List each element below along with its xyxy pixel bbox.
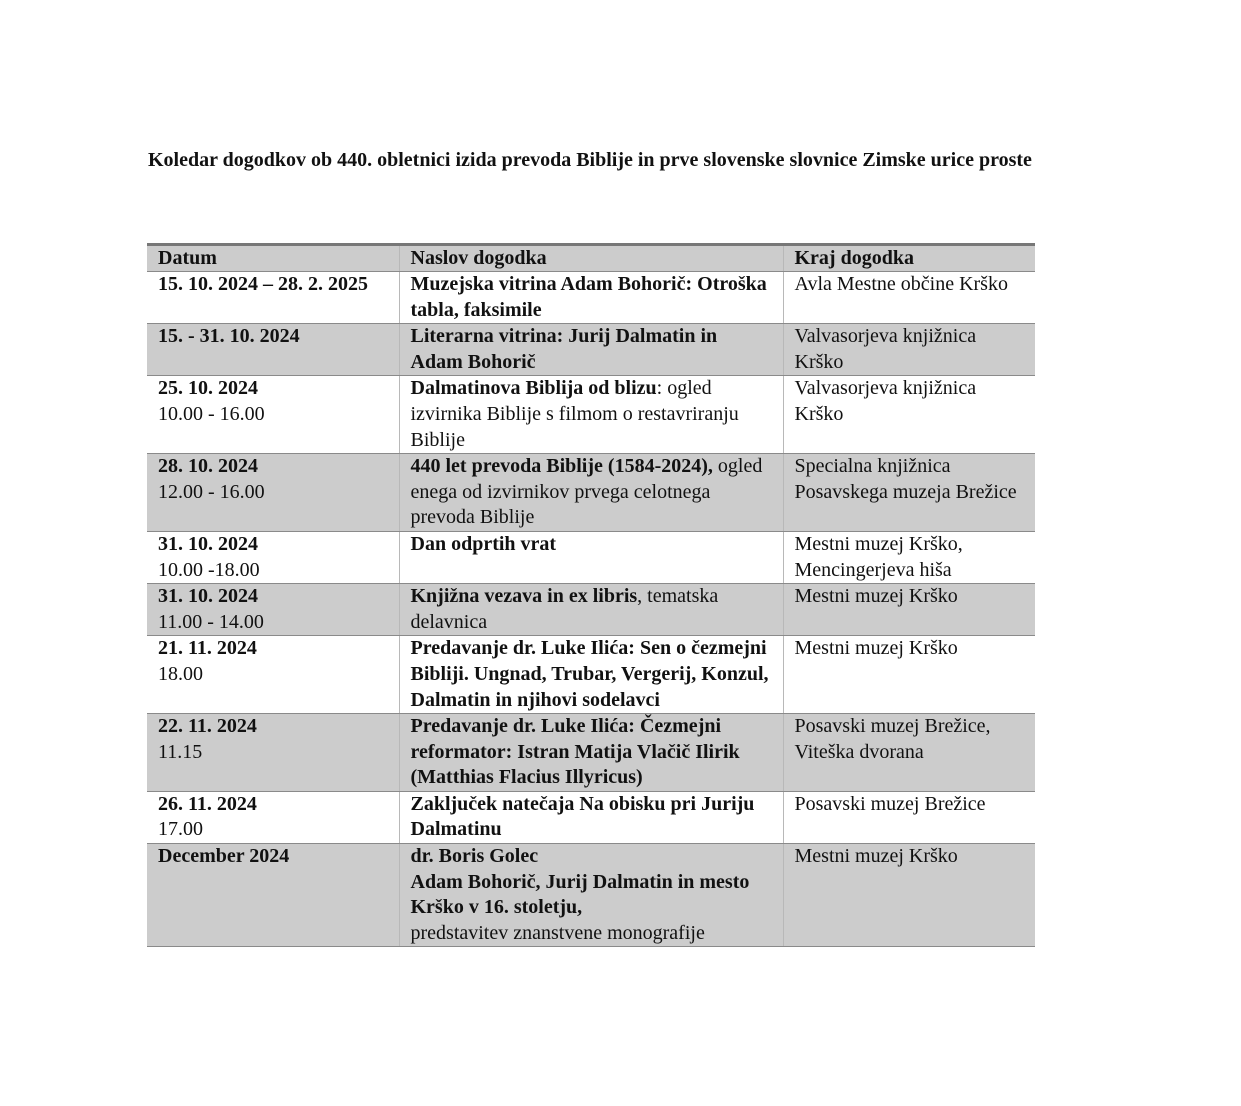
table-row	[147, 584, 1035, 636]
event-title-cell	[399, 324, 783, 376]
event-location: Specialna knjižnica Posavskega muzeja Brežice	[783, 454, 1035, 532]
event-location: Posavski muzej Brežice	[783, 791, 1035, 843]
table-row	[147, 714, 1035, 792]
event-title: Dalmatinova Biblija od blizu	[410, 377, 657, 400]
event-time: 17.00	[158, 818, 203, 841]
event-title-cell	[399, 531, 783, 583]
event-location: Valvasorjeva knjižnica Krško	[783, 324, 1035, 376]
event-title: Predavanje dr. Luke Ilića: Čezmejni reformator: Istran Matija Vlačič Ilirik (Matthias Flacius Illyricus)	[410, 715, 740, 789]
event-title: dr. Boris Golec Adam Bohorič, Jurij Dalmatin in mesto Krško v 16. stoletju,	[410, 845, 750, 919]
events-table	[147, 243, 1035, 947]
event-title-cell	[399, 376, 783, 454]
event-date-cell	[147, 376, 399, 454]
event-description: predstavitev znanstvene monografije	[410, 921, 705, 944]
event-title: Muzejska vitrina Adam Bohorič: Otroška tabla, faksimile	[410, 273, 767, 321]
table-row	[147, 272, 1035, 324]
event-title: Dan odprtih vrat	[410, 532, 557, 555]
event-date: 21. 11. 2024	[158, 637, 257, 660]
event-date-cell	[147, 584, 399, 636]
event-date: 25. 10. 2024	[158, 377, 258, 400]
document-title: Koledar dogodkov ob 440. obletnici izida prevoda Biblije in prve slovenske slovnice Zimske urice proste	[148, 149, 1032, 171]
event-time: 11.15	[158, 740, 203, 763]
event-title-cell	[399, 791, 783, 843]
table-row	[147, 791, 1035, 843]
event-time: 11.00 - 14.00	[158, 610, 264, 633]
table-row	[147, 324, 1035, 376]
event-location: Mestni muzej Krško	[783, 636, 1035, 714]
event-title-cell	[399, 714, 783, 792]
event-title-cell	[399, 584, 783, 636]
event-date: December 2024	[158, 845, 290, 868]
table-row	[147, 454, 1035, 532]
event-date: 26. 11. 2024	[158, 792, 257, 815]
event-description: , tematska delavnica	[410, 585, 719, 633]
table-row	[147, 636, 1035, 714]
event-title: Predavanje dr. Luke Ilića: Sen o čezmejni Bibliji. Ungnad, Trubar, Vergerij, Konzul, Dalmatin in njihovi sodelavci	[410, 637, 769, 711]
event-title: Literarna vitrina: Jurij Dalmatin in Adam Bohorič	[410, 325, 718, 373]
event-date: 15. 10. 2024 – 28. 2. 2025	[158, 273, 368, 295]
event-time: 10.00 - 16.00	[158, 402, 265, 425]
header-date: Datum	[147, 245, 399, 272]
header-event-title: Naslov dogodka	[399, 245, 783, 272]
event-location: Mestni muzej Krško	[783, 584, 1035, 636]
event-title-cell	[399, 636, 783, 714]
event-location: Posavski muzej Brežice, Viteška dvorana	[783, 714, 1035, 792]
event-date-cell	[147, 272, 399, 324]
event-date-cell	[147, 324, 399, 376]
event-title-cell	[399, 272, 783, 324]
table-header-row	[147, 245, 1035, 272]
event-date-cell	[147, 714, 399, 792]
event-date: 31. 10. 2024	[158, 532, 258, 555]
event-description: : ogled izvirnika Biblije s filmom o restavriranju Biblije	[410, 377, 739, 451]
event-date: 22. 11. 2024	[158, 715, 257, 738]
table-row	[147, 844, 1035, 947]
event-location: Mestni muzej Krško, Mencingerjeva hiša	[783, 531, 1035, 583]
event-date: 31. 10. 2024	[158, 585, 258, 608]
table-row	[147, 376, 1035, 454]
event-title-cell	[399, 844, 783, 947]
event-date: 28. 10. 2024	[158, 455, 258, 478]
event-date-cell	[147, 636, 399, 714]
event-title-cell	[399, 454, 783, 532]
event-date-cell	[147, 791, 399, 843]
header-location: Kraj dogodka	[783, 245, 1035, 272]
event-location: Avla Mestne občine Krško	[783, 272, 1035, 324]
event-date-cell	[147, 844, 399, 947]
event-time: 12.00 - 16.00	[158, 480, 265, 503]
event-time: 18.00	[158, 662, 203, 685]
event-title: Zaključek natečaja Na obisku pri Juriju Dalmatinu	[410, 792, 755, 841]
event-title: 440 let prevoda Biblije (1584-2024),	[410, 455, 713, 478]
event-date-cell	[147, 531, 399, 583]
event-date: 15. - 31. 10. 2024	[158, 325, 300, 348]
event-time: 10.00 -18.00	[158, 558, 260, 581]
event-description: ogled enega od izvirnikov prvega celotnega prevoda Biblije	[410, 455, 763, 529]
event-title: Knjižna vezava in ex libris	[410, 585, 638, 608]
table-row	[147, 531, 1035, 583]
event-date-cell	[147, 454, 399, 532]
event-location: Valvasorjeva knjižnica Krško	[783, 376, 1035, 454]
event-location: Mestni muzej Krško	[783, 844, 1035, 947]
